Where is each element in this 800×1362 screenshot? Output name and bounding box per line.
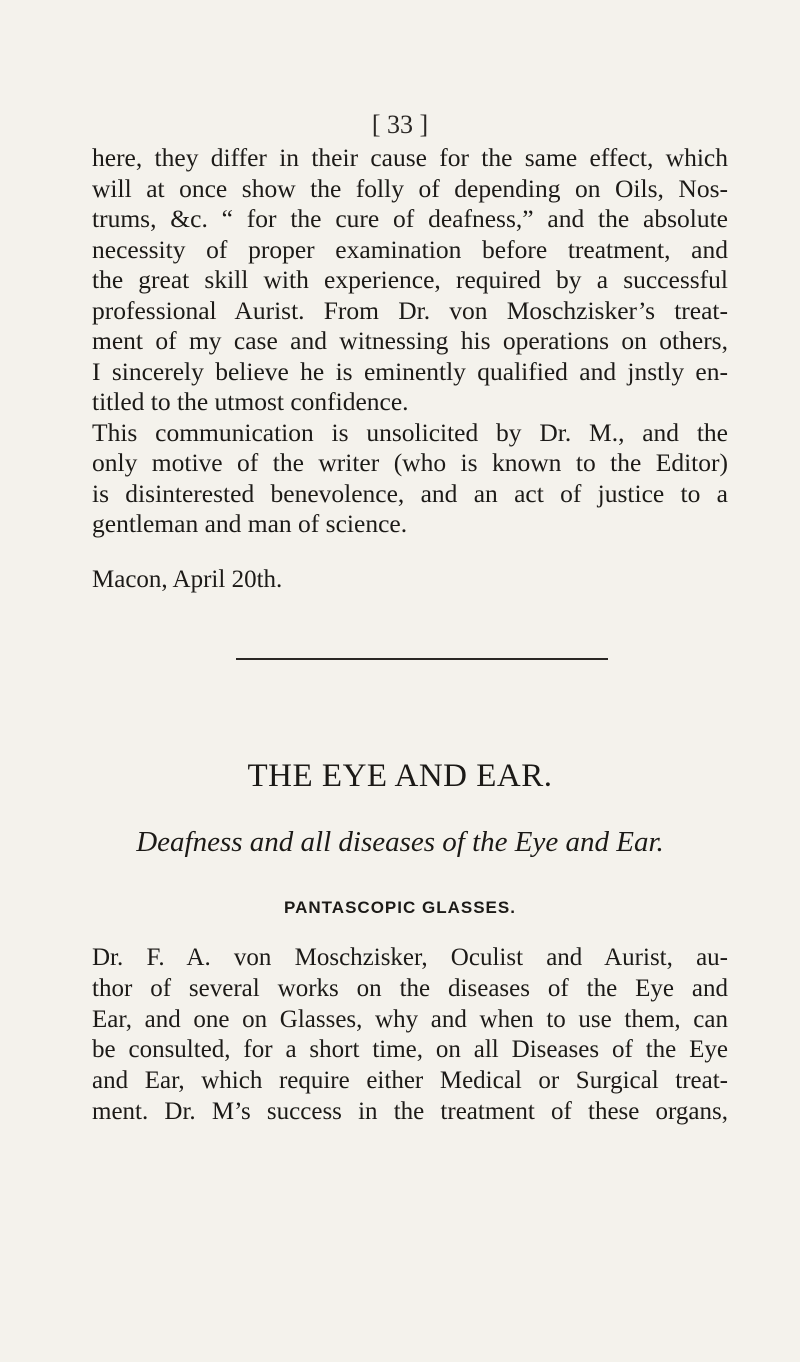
text-line: will at once show the folly of depending on Oils, Nos-	[92, 173, 728, 203]
text-line: thor of several works on the diseases of the Eye and	[92, 974, 728, 1002]
advert-title: THE EYE AND EAR.	[247, 758, 553, 794]
text-line: ment of my case and witnessing his operations on others,	[92, 326, 728, 355]
letter-body	[92, 143, 728, 540]
advert-body	[92, 943, 728, 1128]
page-number: [ 33 ]	[371, 110, 429, 139]
text-line: Dr. F. A. von Moschzisker, Oculist and Aurist, au-	[92, 944, 728, 971]
text-line: is disinterested benevolence, and an act of justice to a	[92, 478, 728, 508]
advert-label: PANTASCOPIC GLASSES.	[284, 898, 516, 917]
text-line: the great skill with experience, required by a successful	[92, 265, 728, 294]
text-line: gentleman and man of science.	[92, 509, 408, 538]
letter-signature: Macon, April 20th.	[92, 566, 283, 593]
section-divider	[236, 658, 608, 660]
text-line: I sincerely believe he is eminently qualified and jnstly en-	[92, 356, 728, 386]
text-line: be consulted, for a short time, on all Diseases of the Eye	[92, 1036, 728, 1064]
text-line: This communication is unsolicited by Dr. M., and the	[92, 417, 728, 447]
text-line: only motive of the writer (who is known to the Editor)	[92, 448, 728, 477]
text-line: titled to the utmost confidence.	[92, 387, 409, 416]
text-line: necessity of proper examination before treatment, and	[92, 234, 728, 264]
advert-subtitle: Deafness and all diseases of the Eye and Ear.	[136, 826, 664, 858]
text-line: professional Aurist. From Dr. von Moschzisker’s treat-	[92, 295, 728, 325]
text-line: ment. Dr. M’s success in the treatment of these organs,	[92, 1097, 728, 1125]
text-line: and Ear, which require either Medical or Surgical treat-	[92, 1067, 728, 1095]
text-line: Ear, and one on Glasses, why and when to use them, can	[92, 1005, 728, 1033]
text-line: trums, &c. “ for the cure of deafness,” and the absolute	[92, 204, 728, 233]
text-line: here, they differ in their cause for the same effect, which	[92, 143, 728, 172]
